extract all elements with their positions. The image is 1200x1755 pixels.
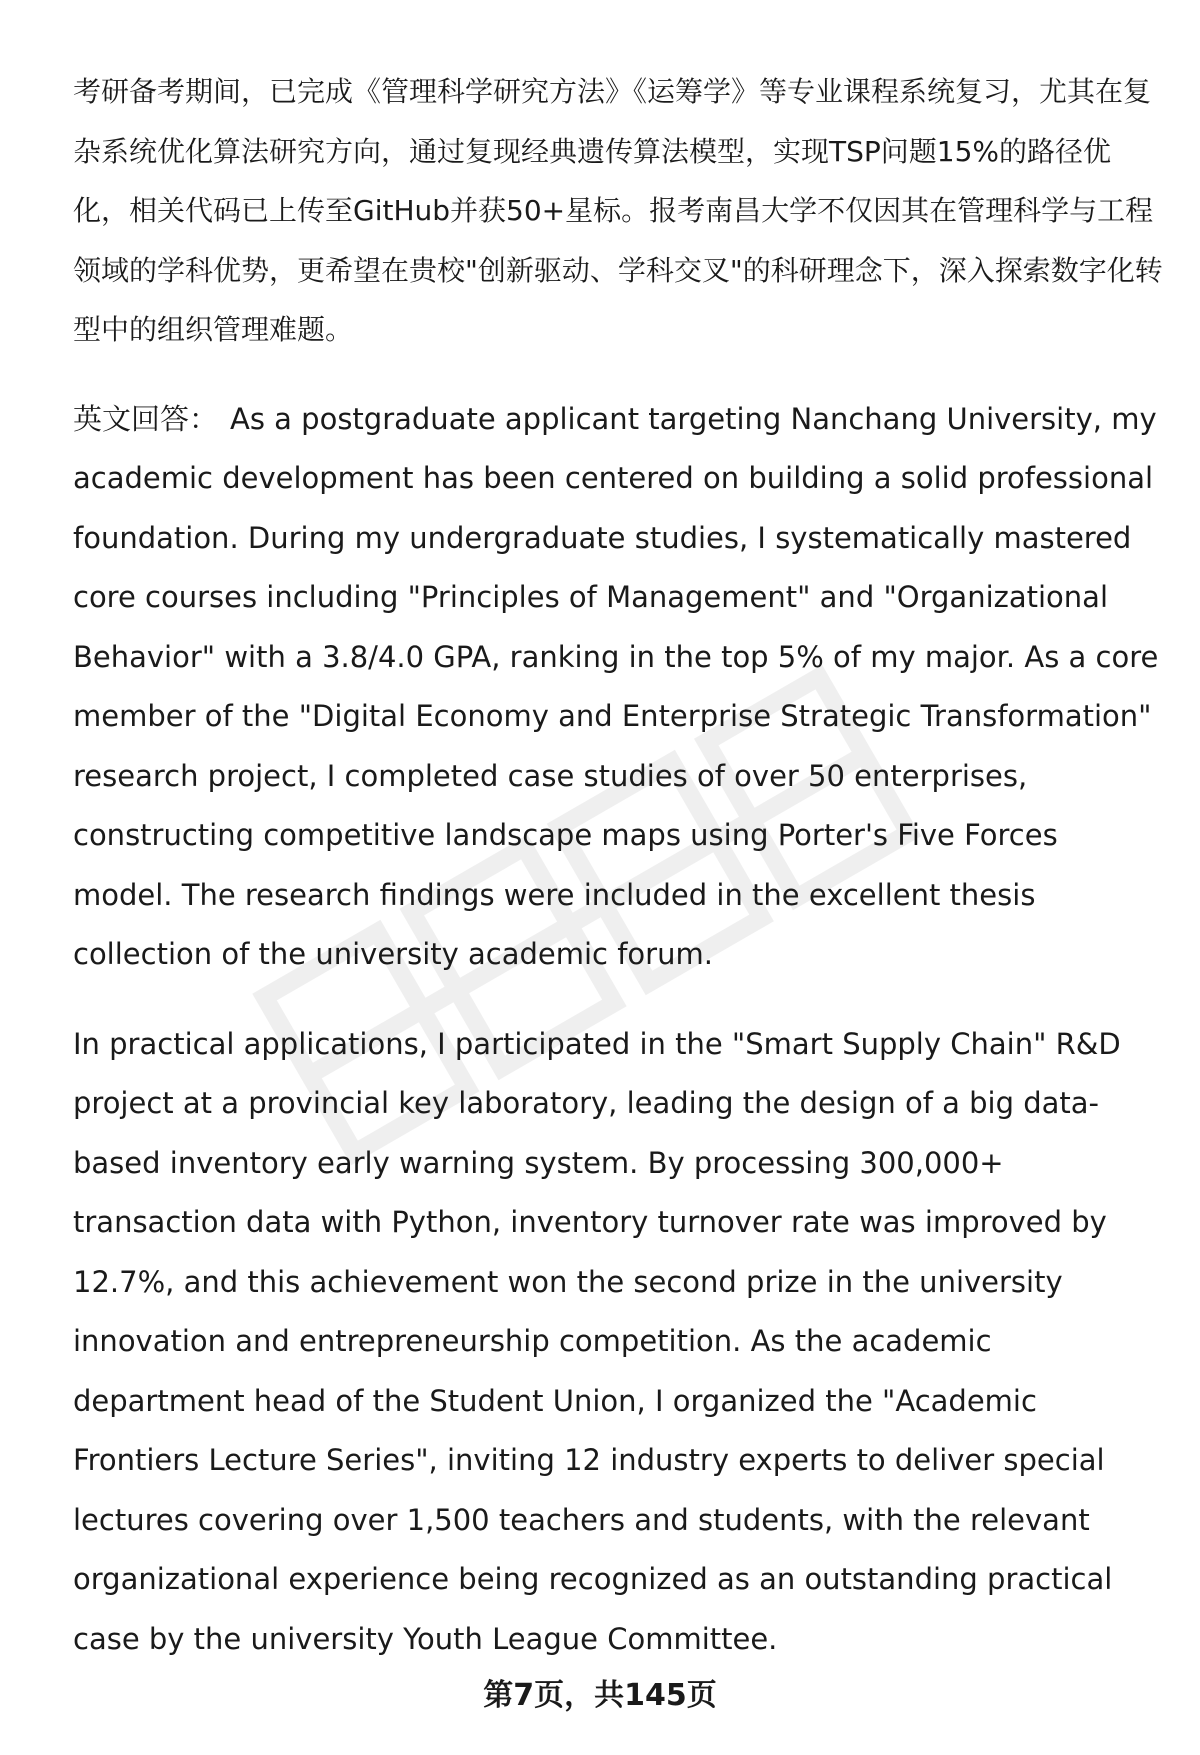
document-body (73, 62, 1163, 1669)
paragraph-english-1 (73, 390, 1163, 985)
english-answer-label: 英文回答： (73, 401, 219, 436)
paragraph-english-2: In practical applications, I participated in the "Smart Supply Chain" R&D project at a provincial key laboratory, leading the design of a big data-based inventory early warning system. By processing 300,000+ transaction data with Python, inventory turnover rate was improved by 12.7%, and this achievement won the second prize in the university innovation and entrepreneurship competition. As the academic department head of the Student Union, I organized the "Academic Frontiers Lecture Series", inviting 12 industry experts to deliver special lectures covering over 1,500 teachers and students, with the relevant organizational experience being recognized as an outstanding practical case by the university Youth League Committee. (73, 1026, 1121, 1656)
page-number: 第7页，共145页 (483, 1678, 717, 1713)
paragraph-english-1-text: As a postgraduate applicant targeting Nanchang University, my academic development has been centered on building a solid professional foundation. During my undergraduate studies, I systematically mastered core courses including "Principles of Management" and "Organizational Behavior" with a 3.8/4.0 GPA, ranking in the top 5% of my major. As a core member of the "Digital Economy and Enterprise Strategic Transformation" research project, I completed case studies of over 50 enterprises, constructing competitive landscape maps using Porter's Five Forces model. The research findings were included in the excellent thesis collection of the university academic forum. (73, 401, 1159, 971)
paragraph-chinese: 考研备考期间，已完成《管理科学研究方法》《运筹学》等专业课程系统复习，尤其在复杂系统优化算法研究方向，通过复现经典遗传算法模型，实现TSP问题15%的路径优化，相关代码已上传至GitHub并获50+星标。报考南昌大学不仅因其在管理科学与工程领域的学科优势，更希望在贵校"创新驱动、学科交叉"的科研理念下，深入探索数字化转型中的组织管理难题。 (73, 75, 1163, 346)
